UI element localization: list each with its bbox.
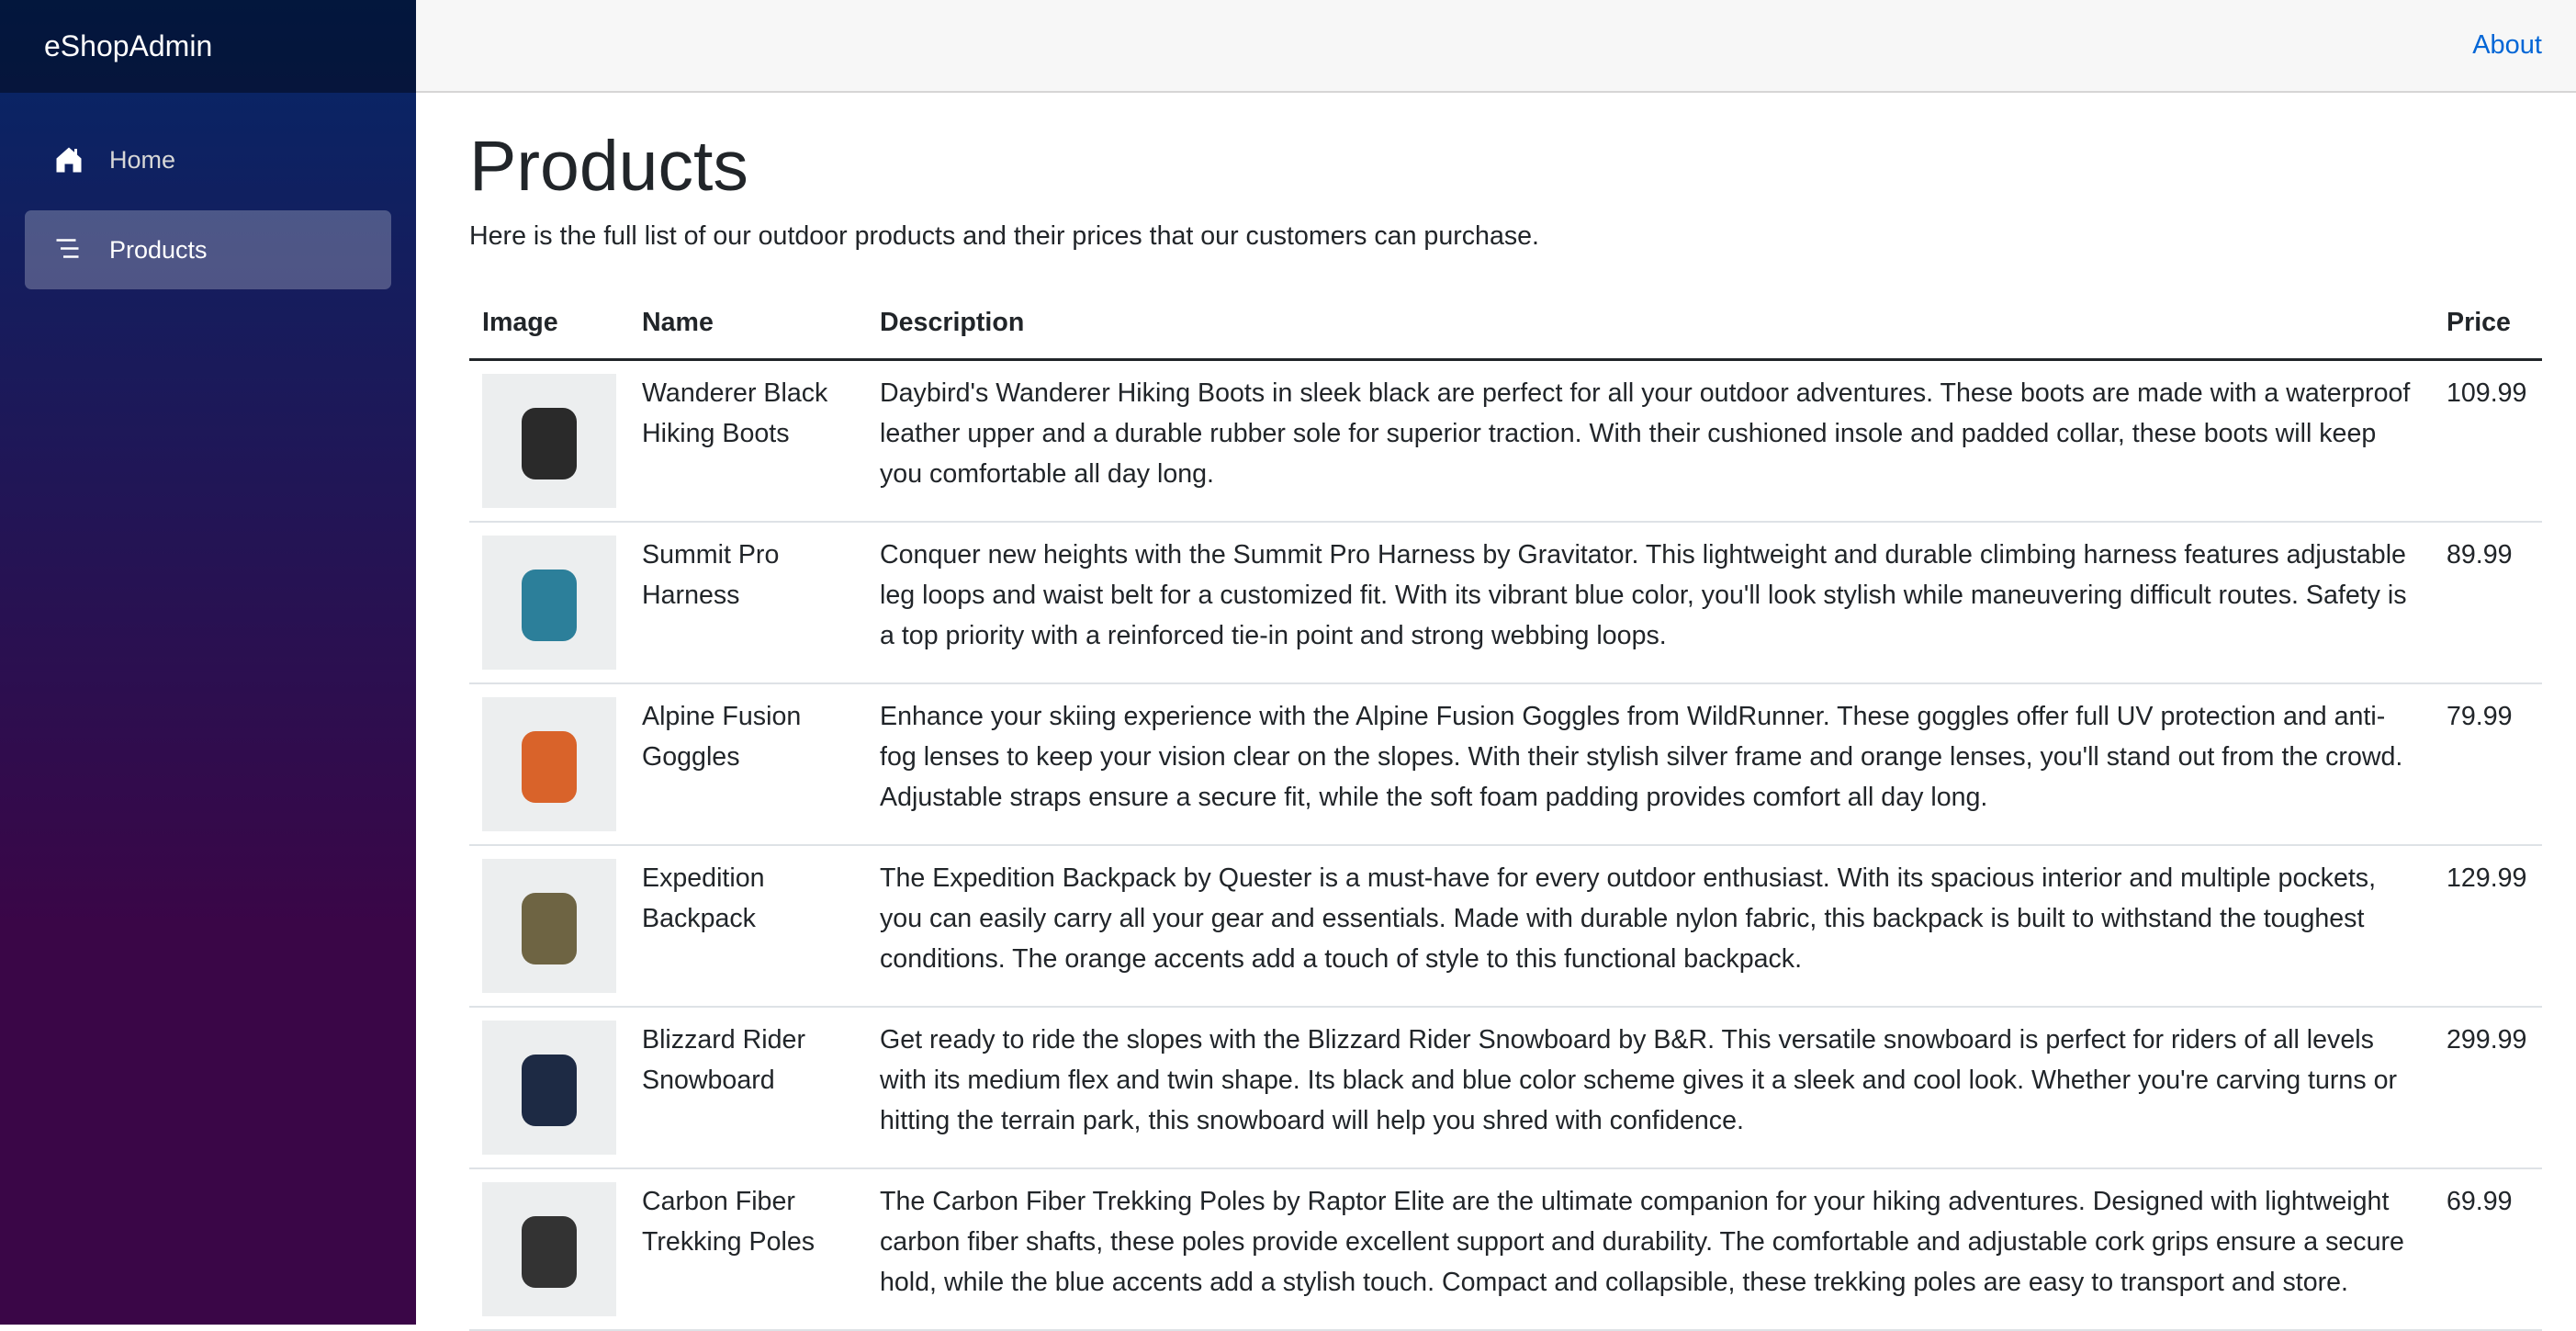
page-intro: Here is the full list of our outdoor products and their prices that our customers can purchase. <box>469 221 1539 252</box>
column-header-description: Description <box>867 290 2434 359</box>
column-header-price: Price <box>2434 290 2542 359</box>
column-header-image: Image <box>469 290 629 359</box>
product-price: 89.99 <box>2434 522 2542 683</box>
product-description: The Expedition Backpack by Quester is a must-have for every outdoor enthusiast. With its spacious interior and multiple pockets, you can easily carry all your gear and essentials. Made with durable nylon fabric, this backpack is built to withstand the toughest conditions. The orange accents add a touch of style to this functional backpack. <box>867 845 2434 1007</box>
product-name: Expedition Backpack <box>629 845 867 1007</box>
table-row <box>469 1007 2542 1168</box>
product-name: Alpine Fusion Goggles <box>629 683 867 845</box>
list-icon <box>52 233 85 266</box>
home-icon <box>52 143 85 176</box>
product-image <box>482 697 616 831</box>
product-image-icon <box>494 386 604 496</box>
brand-logo[interactable]: eShopAdmin <box>0 0 416 93</box>
table-row <box>469 683 2542 845</box>
nav-item-label: Home <box>109 145 176 174</box>
sidebar <box>0 0 416 1325</box>
product-name: Wanderer Black Hiking Boots <box>629 360 867 523</box>
nav-item-products[interactable] <box>25 210 391 289</box>
column-header-name: Name <box>629 290 867 359</box>
product-description: The Carbon Fiber Trekking Poles by Raptor Elite are the ultimate companion for your hiking adventures. Designed with lightweight carbon fiber shafts, these poles provide excellent support and durability. The comfortable and adjustable cork grips ensure a secure hold, while the blue accents add a stylish touch. Compact and collapsible, these trekking poles are easy to transport and store. <box>867 1168 2434 1330</box>
product-name: Carbon Fiber Trekking Poles <box>629 1168 867 1330</box>
table-row <box>469 845 2542 1007</box>
product-image-icon <box>494 1032 604 1143</box>
product-price: 299.99 <box>2434 1007 2542 1168</box>
product-price: 129.99 <box>2434 845 2542 1007</box>
product-name: Summit Pro Harness <box>629 522 867 683</box>
product-name: Blizzard Rider Snowboard <box>629 1007 867 1168</box>
products-table <box>469 290 2542 1331</box>
nav-menu <box>0 93 416 289</box>
product-image-icon <box>494 547 604 658</box>
product-image-icon <box>494 1194 604 1304</box>
nav-item-label: Products <box>109 235 208 264</box>
product-image <box>482 536 616 670</box>
product-description: Enhance your skiing experience with the Alpine Fusion Goggles from WildRunner. These goggles offer full UV protection and anti-fog lenses to keep your vision clear on the slopes. With their stylish silver frame and orange lenses, you'll stand out from the crowd. Adjustable straps ensure a secure fit, while the soft foam padding provides comfort all day long. <box>867 683 2434 845</box>
product-image <box>482 1182 616 1316</box>
product-image <box>482 859 616 993</box>
page-title: Products <box>469 127 748 206</box>
product-description: Conquer new heights with the Summit Pro Harness by Gravitator. This lightweight and durable climbing harness features adjustable leg loops and waist belt for a customized fit. With its vibrant blue color, you'll look stylish while maneuvering difficult routes. Safety is a top priority with a reinforced tie-in point and strong webbing loops. <box>867 522 2434 683</box>
nav-item-home[interactable] <box>25 120 391 199</box>
product-image <box>482 1021 616 1155</box>
about-link[interactable]: About <box>2472 30 2542 60</box>
main-content <box>469 93 2542 1331</box>
product-price: 69.99 <box>2434 1168 2542 1330</box>
product-price: 109.99 <box>2434 360 2542 523</box>
product-description: Daybird's Wanderer Hiking Boots in sleek black are perfect for all your outdoor adventures. These boots are made with a waterproof leather upper and a durable rubber sole for superior traction. With their cushioned insole and padded collar, these boots will keep you comfortable all day long. <box>867 360 2434 523</box>
product-price: 79.99 <box>2434 683 2542 845</box>
table-row <box>469 360 2542 523</box>
top-bar <box>416 0 2576 93</box>
product-image <box>482 374 616 508</box>
product-image-icon <box>494 871 604 981</box>
product-image-icon <box>494 709 604 819</box>
table-row <box>469 1168 2542 1330</box>
table-row <box>469 522 2542 683</box>
product-description: Get ready to ride the slopes with the Blizzard Rider Snowboard by B&R. This versatile snowboard is perfect for riders of all levels with its medium flex and twin shape. Its black and blue color scheme gives it a sleek and cool look. Whether you're carving turns or hitting the terrain park, this snowboard will help you shred with confidence. <box>867 1007 2434 1168</box>
